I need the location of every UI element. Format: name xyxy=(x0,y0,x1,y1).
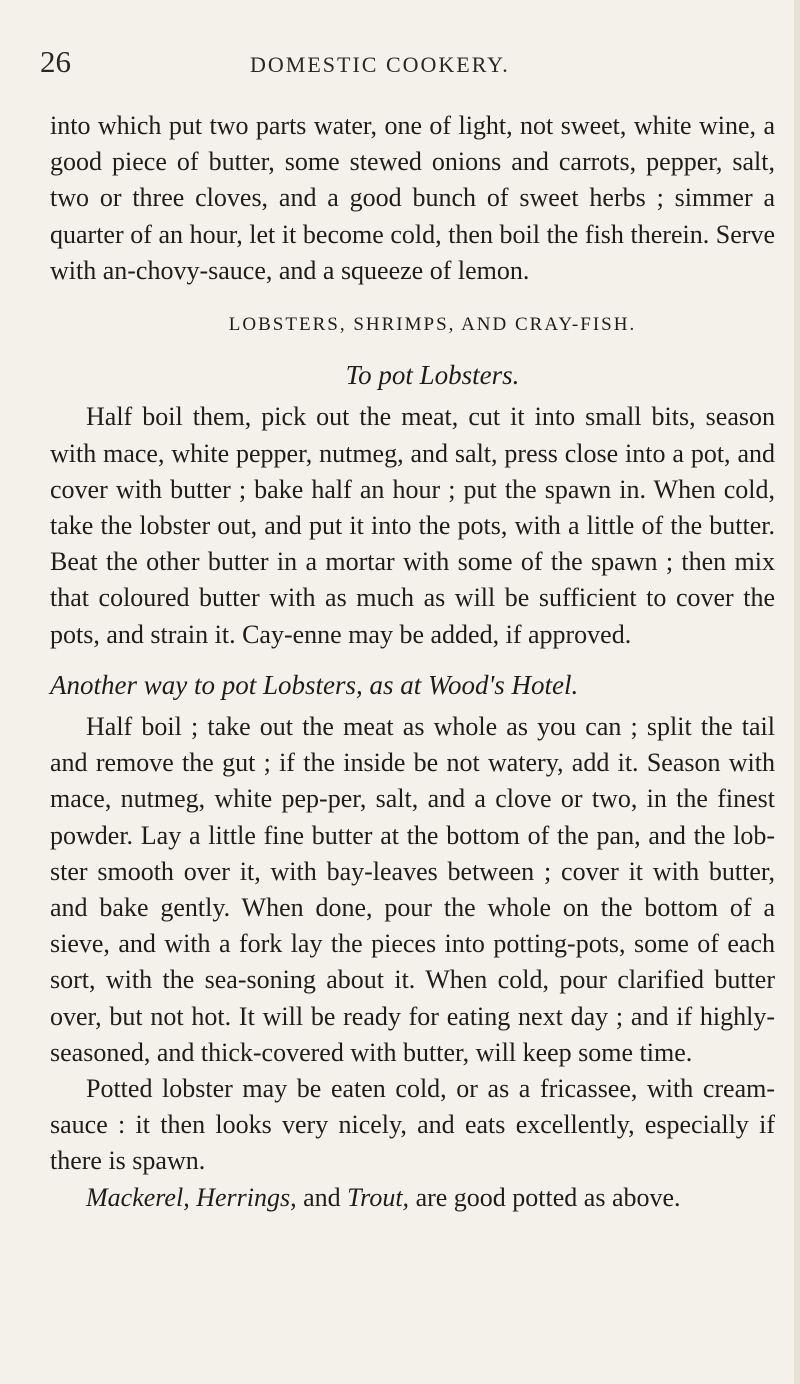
section-heading: LOBSTERS, SHRIMPS, AND CRAY-FISH. xyxy=(228,314,637,336)
fish-mackerel: Mackerel, xyxy=(86,1182,190,1212)
running-head: DOMESTIC COOKERY. xyxy=(250,52,510,77)
fish-trout: Trout, xyxy=(347,1182,410,1212)
recipe-text-pot-lobsters: Half boil them, pick out the meat, cut it into small bits, season with mace, white pepper, nutmeg, and salt, press close into a pot, and cover with butter ; bake half an hour ; put the spawn in. When cold, take the lobster out, and put it into the pots, with a little of the butter. Beat the other butter in a mortar with some of the spawn ; then mix that coloured butter with as much as will be sufficient to cover the pots, and strain it. Cay-enne may be added, if approved. xyxy=(50,402,775,649)
page-number: 26 xyxy=(40,44,71,79)
conjunction: and xyxy=(303,1182,341,1212)
body-text xyxy=(50,108,775,1216)
closing-line xyxy=(50,1180,775,1216)
fish-herrings: Herrings, xyxy=(196,1182,297,1212)
potted-lobster-note: Potted lobster may be eaten cold, or as a fricassee, with cream-sauce : it then looks very nicely, and eats excellently, especially if there is spawn. xyxy=(50,1074,775,1176)
closing-rest: are good potted as above. xyxy=(415,1182,681,1212)
recipe-title-pot-lobsters: To pot Lobsters. xyxy=(345,360,520,391)
page-header xyxy=(0,44,800,84)
intro-paragraph: into which put two parts water, one of light, not sweet, white wine, a good piece of butter, some stewed onions and carrots, pepper, salt, two or three cloves, and a good bunch of sweet herbs ; simmer a quarter of an hour, let it become cold, then boil the fish therein. Serve with an-chovy-sauce, and a squeeze of lemon. xyxy=(50,111,775,285)
recipe-text-woods-hotel: Half boil ; take out the meat as whole as you can ; split the tail and remove the gut ; if the inside be not watery, add it. Season with mace, nutmeg, white pep-per, salt, and a clove or two, in the finest powder. Lay a little fine butter at the bottom of the pan, and the lob-ster smooth over it, with bay-leaves between ; cover it with butter, and bake gently. When done, pour the whole on the bottom of a sieve, and with a fork lay the pieces into potting-pots, some of each sort, with the sea-soning about it. When cold, pour clarified butter over, but not hot. It will be ready for eating next day ; and if highly-seasoned, and thick-covered with butter, will keep some time. xyxy=(50,712,775,1067)
recipe-title-woods-hotel: Another way to pot Lobsters, as at Wood's Hotel. xyxy=(50,669,579,700)
page-edge xyxy=(794,0,800,1384)
